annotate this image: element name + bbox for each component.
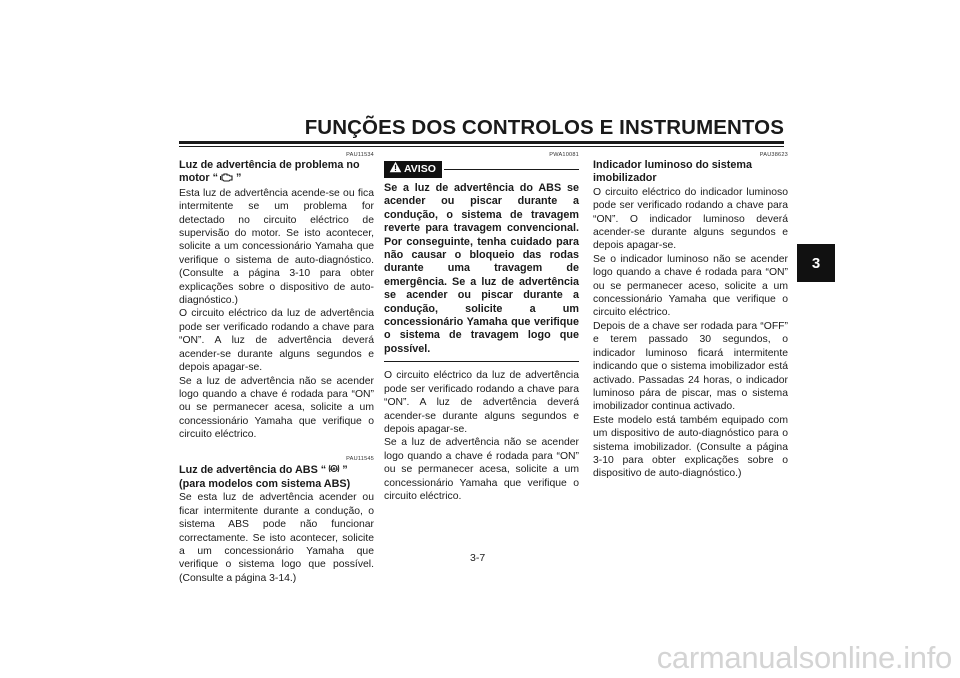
- warning-triangle-icon: [389, 161, 402, 177]
- column-left: [179, 152, 374, 585]
- section-title-abs-warning: Luz de advertência do ABS “ ABS ” (para modelos com sistema ABS): [179, 463, 351, 490]
- paragraph: O circuito eléctrico do indicador luminoso pode ser verificado rodando a chave para “ON”. O indicador luminoso deverá acender-se durante alguns segundos e depois apagar-se.: [593, 186, 788, 252]
- section-title-immobilizer: Indicador luminoso do sistema imobilizador: [593, 159, 752, 185]
- header-rule-thin: [179, 146, 784, 147]
- section-title-engine-warning: Luz de advertência de problema no motor “ ”: [179, 159, 374, 187]
- header-rule-thick: [179, 141, 784, 144]
- column-right: [593, 152, 788, 481]
- warning-text: Se a luz de advertência do ABS se acender ou piscar durante a condução, o sistema de travagem reverte para travagem convencional. Por conseguinte, tenha cuidado para não causar o bloqueio das rodas durante uma travagem de emergência. Se a luz de advertência se acender ou piscar durante a condução, solicite a um concessionário Yamaha que verifique o sistema de travagem logo que possível.: [384, 182, 579, 355]
- paragraph: Depois de a chave ser rodada para “OFF” e terem passado 30 segundos, o indicador luminoso ficará intermitente indicando que o sistema imobilizador está activado. Passadas 24 horas, o indicador luminoso pára de piscar, mas o sistema imobilizador continua activado.: [593, 320, 788, 413]
- paragraph: Esta luz de advertência acende-se ou fica intermitente se um problema for detectado no circuito eléctrico de supervisão do motor. Se isto acontecer, solicite a um concessionário Yamaha que verifique o sistema de auto-diagnóstico. (Consulte a página 3-10 para obter explicações sobre o dispositivo de auto-diagnóstico.): [179, 187, 374, 307]
- paragraph: O circuito eléctrico da luz de advertência pode ser verificado rodando a chave para “ON”. A luz de advertência deverá acender-se durante alguns segundos e depois apagar-se.: [179, 308, 374, 374]
- paragraph: Se a luz de advertência não se acender logo quando a chave é rodada para “ON” ou se permanecer acesa, solicite a um concessionário Yamaha que verifique o circuito eléctrico.: [384, 437, 579, 502]
- warning-label: AVISO: [404, 162, 436, 175]
- paragraph: Se a luz de advertência não se acender logo quando a chave é rodada para “ON” ou se permanecer acesa, solicite a um concessionário Yamaha que verifique o circuito eléctrico.: [179, 375, 374, 441]
- page-number: 3-7: [470, 552, 486, 564]
- paragraph: Se o indicador luminoso não se acender logo quando a chave é rodada para “ON” ou se permanecer aceso, solicite a um concessionário Yamaha que verifique o circuito eléctrico.: [593, 253, 788, 319]
- column-middle: [384, 152, 579, 503]
- chapter-tab[interactable]: 3: [797, 244, 835, 282]
- warning-header: [384, 161, 579, 178]
- paragraph: Se esta luz de advertência acender ou ficar intermitente durante a condução, o sistema ABS pode não funcionar correctamente. Se isto acontecer, solicite a um concessionário Yamaha que verifique o sistema logo que possível. (Consulte a página 3-14.): [179, 492, 374, 584]
- section-code: PWA10081: [549, 152, 579, 158]
- page-header-title: FUNÇÕES DOS CONTROLOS E INSTRUMENTOS: [304, 116, 784, 139]
- paragraph: Este modelo está também equipado com um dispositivo de auto-diagnóstico para o sistema imobilizador. (Consulte a página 3-10 para obter explicações sobre o dispositivo de auto-diagnóstico.): [593, 414, 788, 480]
- section-code: PAU11545: [346, 455, 374, 462]
- section-code: PAU38623: [759, 152, 788, 158]
- svg-text:ABS: ABS: [330, 466, 339, 471]
- abs-icon: [328, 463, 340, 478]
- paragraph: O circuito eléctrico da luz de advertência pode ser verificado rodando a chave para “ON”. A luz de advertência deverá acender-se durante alguns segundos e depois apagar-se.: [384, 370, 579, 435]
- warning-end-rule: [384, 361, 579, 362]
- engine-warning-icon: [220, 172, 234, 186]
- footer-watermark-url[interactable]: carmanualsonline.info: [656, 640, 952, 675]
- section-code: PAU11534: [346, 152, 374, 158]
- warning-label-box: [384, 161, 442, 178]
